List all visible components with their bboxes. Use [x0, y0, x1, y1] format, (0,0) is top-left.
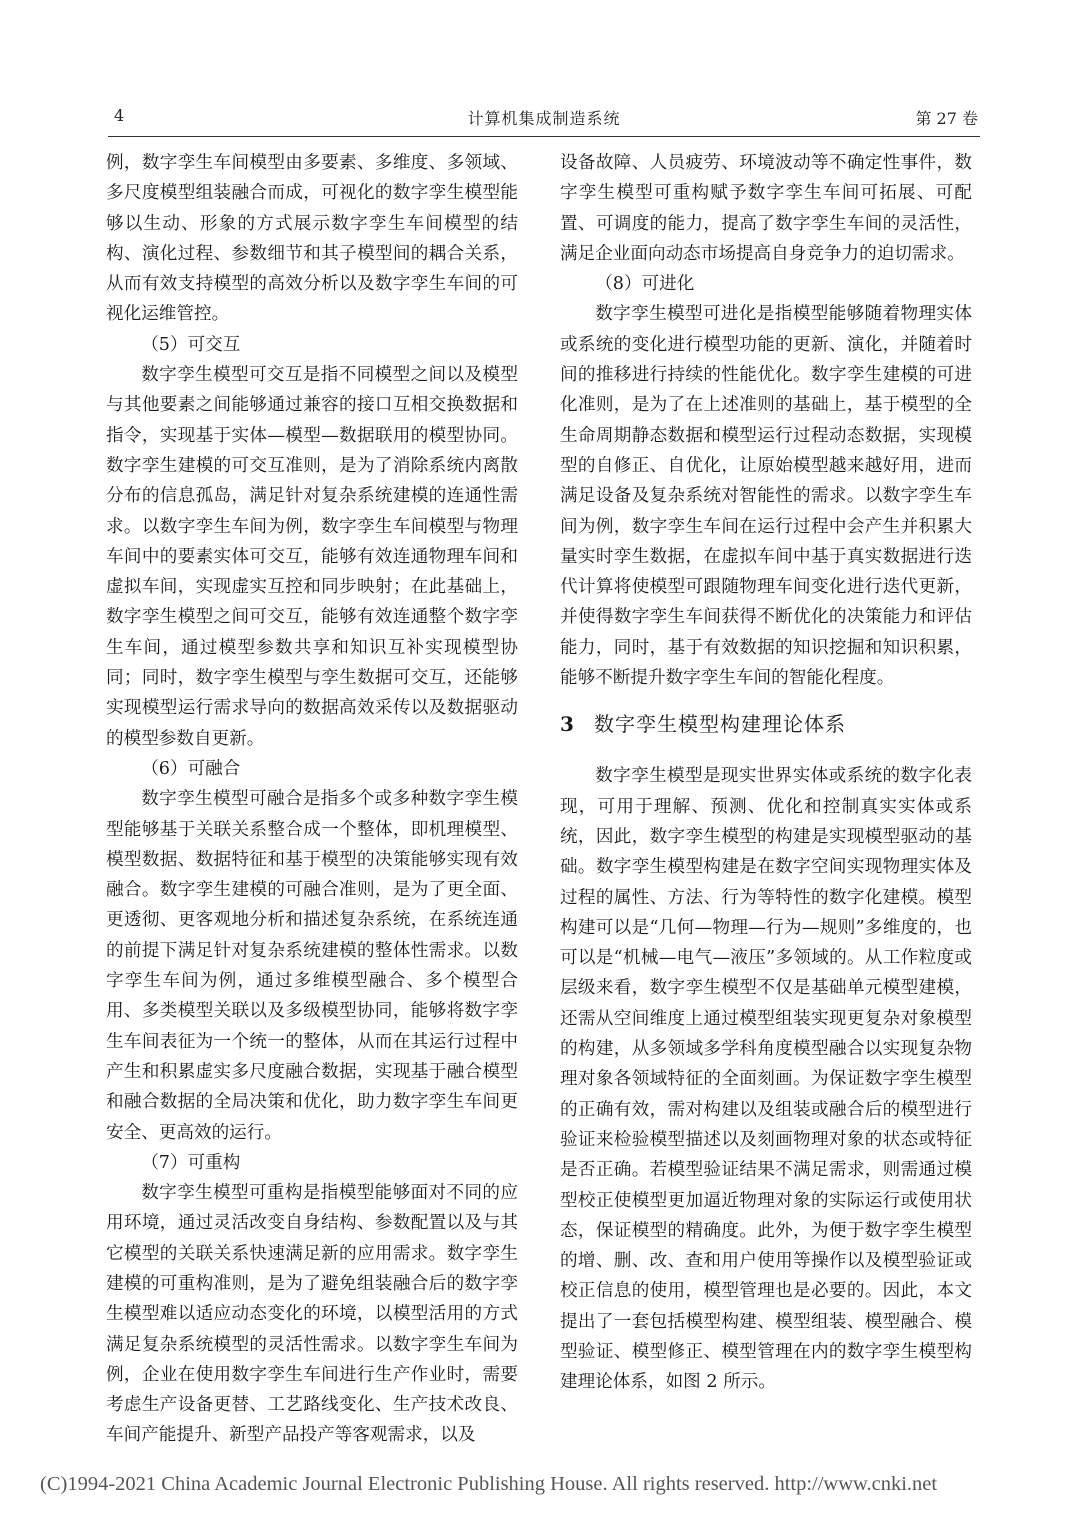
copyright-footer: (C)1994-2021 China Academic Journal Electronic Publishing House. All rights reserved. http://www.cnki.net: [40, 1473, 938, 1495]
subheading-evolvable: （8）可进化: [595, 274, 695, 295]
paragraph: 数字孪生模型可交互是指不同模型之间以及模型与其他要素之间能够通过兼容的接口互相交换数据和指令，实现基于实体—模型—数据联用的模型协同。数字孪生建模的可交互准则，是为了消除系统内离散分布的信息孤岛，满足针对复杂系统建模的连通性需求。以数字孪生车间为例，数字孪生车间模型与物理车间中的要素实体可交互，能够有效连通物理车间和虚拟车间，实现虚实互控和同步映射；在此基础上，数字孪生模型之间可交互，能够有效连通整个数字孪生车间，通过模型参数共享和知识互补实现模型协同；同时，数字孪生模型与孪生数据可交互，还能够实现模型运行需求导向的数据高效采传以及数据驱动的模型参数自更新。: [106, 365, 518, 749]
paragraph: 设备故障、人员疲劳、环境波动等不确定性事件，数字孪生模型可重构赋予数字孪生车间可拓展、可配置、可调度的能力，提高了数字孪生车间的灵活性，满足企业面向动态市场提高自身竞争力的迫切需求。: [560, 153, 972, 264]
subheading-interactable: （5）可交互: [141, 334, 241, 355]
section-number: 3: [560, 712, 575, 737]
paragraph: 数字孪生模型可融合是指多个或多种数字孪生模型能够基于关联关系整合成一个整体，即机理模型、模型数据、数据特征和基于模型的决策能够实现有效融合。数字孪生建模的可融合准则，是为了更全面、更透彻、更客观地分析和描述复杂系统，在系统连通的前提下满足针对复杂系统建模的整体性需求。以数字孪生车间为例，通过多维模型融合、多个模型合用、多类模型关联以及多级模型协同，能够将数字孪生车间表征为一个统一的整体，从而在其运行过程中产生和积累虚实多尺度融合数据，实现基于融合模型和融合数据的全局决策和优化，助力数字孪生车间更安全、更高效的运行。: [106, 789, 518, 1143]
header-rule: [108, 136, 980, 137]
left-column: [106, 148, 518, 1451]
page-number: 4: [114, 106, 125, 125]
journal-name: 计算机集成制造系统: [467, 109, 621, 128]
subheading-fusible: （6）可融合: [141, 758, 241, 779]
section-heading: [560, 707, 972, 741]
paragraph: 例，数字孪生车间模型由多要素、多维度、多领域、多尺度模型组装融合而成，可视化的数字孪生模型能够以生动、形象的方式展示数字孪生车间模型的结构、演化过程、参数细节和其子模型间的耦合关系，从而有效支持模型的高效分析以及数字孪生车间的可视化运维管控。: [106, 153, 518, 325]
right-column: [560, 148, 972, 1398]
subheading-reconfigurable: （7）可重构: [141, 1152, 241, 1173]
paragraph: 数字孪生模型可进化是指模型能够随着物理实体或系统的变化进行模型功能的更新、演化，并随着时间的推移进行持续的性能优化。数字孪生建模的可进化准则，是为了在上述准则的基础上，基于模型的全生命周期静态数据和模型运行过程动态数据，实现模型的自修正、自优化，让原始模型越来越好用，进而满足设备及复杂系统对智能性的需求。以数字孪生车间为例，数字孪生车间在运行过程中会产生并积累大量实时孪生数据，在虚拟车间中基于真实数据进行迭代计算将使模型可跟随物理车间变化进行迭代更新，并使得数字孪生车间获得不断优化的决策能力和评估能力，同时，基于有效数据的知识挖掘和知识积累，能够不断提升数字孪生车间的智能化程度。: [560, 304, 972, 689]
volume-label: 第 27 卷: [915, 109, 978, 128]
paragraph: 数字孪生模型可重构是指模型能够面对不同的应用环境，通过灵活改变自身结构、参数配置以及与其它模型的关联关系快速满足新的应用需求。数字孪生建模的可重构准则，是为了避免组装融合后的数字孪生模型难以适应动态变化的环境，以模型活用的方式满足复杂系统模型的灵活性需求。以数字孪生车间为例，企业在使用数字孪生车间进行生产作业时，需要考虑生产设备更替、工艺路线变化、生产技术改良、车间产能提升、新型产品投产等客观需求，以及: [106, 1183, 518, 1446]
running-header: [108, 106, 980, 134]
section-title: 数字孪生模型构建理论体系: [594, 712, 846, 737]
paragraph: 数字孪生模型是现实世界实体或系统的数字化表现，可用于理解、预测、优化和控制真实实体或系统，因此，数字孪生模型的构建是实现模型驱动的基础。数字孪生模型构建是在数字空间实现物理实体及过程的属性、方法、行为等特性的数字化建模。模型构建可以是“几何—物理—行为—规则”多维度的，也可以是“机械—电气—液压”多领域的。从工作粒度或层级来看，数字孪生模型不仅是基础单元模型建模，还需从空间维度上通过模型组装实现更复杂对象模型的构建，从多领域多学科角度模型融合以实现复杂物理对象各领域特征的全面刻画。为保证数字孪生模型的正确有效，需对构建以及组装或融合后的模型进行验证来检验模型描述以及刻画物理对象的状态或特征是否正确。若模型验证结果不满足需求，则需通过模型校正使模型更加逼近物理对象的实际运行或使用状态，保证模型的精确度。此外，为便于数字孪生模型的增、删、改、查和用户使用等操作以及模型验证或校正信息的使用，模型管理也是必要的。因此，本文提出了一套包括模型构建、模型组装、模型融合、模型验证、模型修正、模型管理在内的数字孪生模型构建理论体系，如图 2 所示。: [560, 766, 972, 1393]
